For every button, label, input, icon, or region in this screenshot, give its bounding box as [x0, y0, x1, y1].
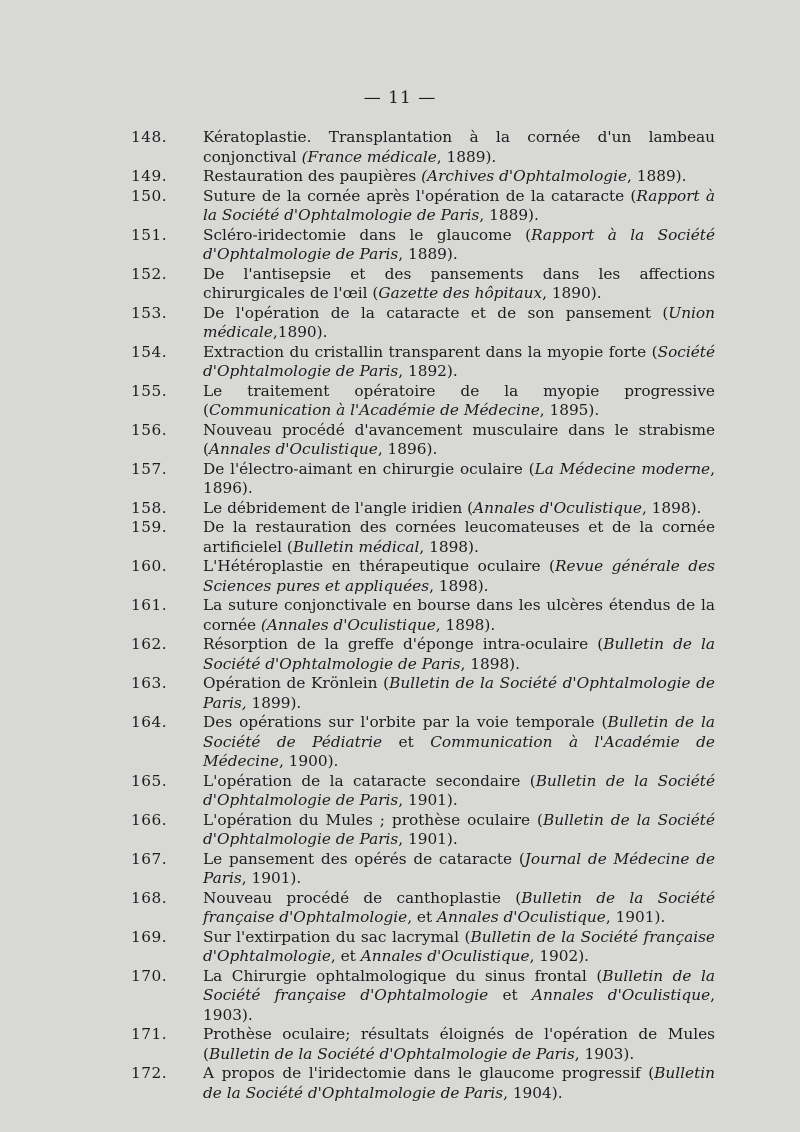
page-number: — 11 — [363, 88, 437, 108]
bibliography-entry [131, 304, 715, 343]
bibliography-entry [131, 1025, 715, 1064]
entry-text-segment: L'opération de la cataracte secondaire ( [203, 771, 536, 790]
bibliography-list [131, 128, 715, 1103]
bibliography-entry [131, 928, 715, 967]
bibliography-entry [131, 421, 715, 460]
entry-text-segment: Sur l'extirpation du sac lacrymal ( [203, 927, 471, 946]
entry-text [203, 187, 715, 226]
entry-text-segment: ,1890). [272, 323, 328, 341]
entry-text [203, 304, 715, 343]
entry-text [203, 226, 715, 265]
entry-text [203, 421, 715, 460]
bibliography-entry [131, 265, 715, 304]
entry-source-title: Union médicale [203, 303, 715, 341]
entry-text [203, 596, 715, 635]
entry-source-title: Revue générale des Sciences pures et appliquées [203, 557, 715, 595]
entry-text-segment: , 1898). [429, 576, 489, 595]
entry-number: 151. [131, 225, 168, 244]
entry-text-segment: La Chirurgie ophtalmologique du sinus frontal ( [203, 966, 603, 985]
bibliography-entry [131, 128, 715, 167]
entry-text-segment: , 1889). [398, 245, 458, 263]
entry-text-segment: Extraction du cristallin transparent dans la myopie forte ( [203, 342, 658, 361]
entry-text-segment: Le pansement des opérés de cataracte ( [203, 849, 525, 868]
entry-text-segment: , 1898). [435, 615, 496, 634]
entry-text-segment: Nouveau procédé d'avancement musculaire dans le strabisme ( [203, 420, 715, 458]
entry-source-title: Journal de Médecine de Paris [203, 849, 715, 887]
entry-source-title: Bulletin de la Société d'Ophtalmologie de Paris [203, 1064, 715, 1102]
entry-text [203, 557, 715, 596]
entry-text-segment: Opération de Krönlein ( [203, 674, 390, 692]
entry-number: 158. [131, 498, 168, 517]
entry-number: 162. [131, 635, 168, 653]
entry-text [203, 518, 715, 557]
entry-text-segment: Résorption de la greffe d'éponge intra-oculaire ( [203, 635, 604, 653]
entry-source-title: Bulletin de la Société d'Ophtalmologie de Paris, [203, 674, 715, 712]
bibliography-entry [131, 226, 715, 265]
entry-number: 156. [131, 420, 168, 439]
entry-number: 166. [131, 810, 168, 829]
entry-text-segment: , 1889). [436, 147, 497, 166]
entry-text-segment: A propos de l'iridectomie dans le glaucome progressif ( [203, 1064, 655, 1082]
entry-text-segment: L'opération du Mules ; prothèse oculaire ( [203, 810, 544, 829]
entry-source-title: Bulletin médical [292, 537, 420, 556]
entry-text-segment: , 1900). [278, 752, 339, 770]
entry-number: 169. [131, 927, 168, 946]
entry-text [203, 850, 715, 889]
bibliography-entry [131, 635, 715, 674]
bibliography-entry [131, 967, 715, 1026]
bibliography-entry [131, 850, 715, 889]
bibliography-entry [131, 889, 715, 928]
entry-text-segment: , 1898). [641, 498, 702, 517]
entry-number: 157. [131, 459, 168, 478]
entry-text [203, 1025, 715, 1064]
bibliography-entry [131, 187, 715, 226]
entry-text-segment: 1899). [246, 693, 302, 712]
entry-source-title: Rapport à la Société d'Ophtalmologie de Paris [203, 225, 715, 263]
entry-text [203, 343, 715, 382]
entry-text [203, 635, 715, 674]
entry-text [203, 967, 715, 1026]
entry-source-title: Société d'Ophtalmologie de Paris [203, 342, 715, 380]
entry-text-segment: , 1889). [479, 206, 539, 224]
entry-number: 152. [131, 264, 168, 283]
entry-number: 155. [131, 381, 168, 400]
bibliography-entry [131, 499, 715, 519]
entry-text [203, 772, 715, 811]
entry-text-segment: Nouveau procédé de canthoplastie ( [203, 888, 522, 907]
entry-text-segment: , 1889). [627, 167, 687, 185]
entry-text-segment: La suture conjonctivale en bourse dans les ulcères étendus de la cornée [203, 596, 715, 634]
entry-text-segment: , 1901). [605, 908, 666, 926]
entry-text-segment: De l'opération de la cataracte et de son pansement ( [203, 303, 669, 322]
entry-source-title: Bulletin de la Société d'Ophtalmologie de Paris [208, 1044, 575, 1063]
entry-text [203, 1064, 715, 1103]
entry-number: 163. [131, 674, 168, 692]
entry-source-title: Bulletin de la Société d'Ophtalmologie de Paris [203, 635, 715, 673]
entry-source-title: Bulletin de la Société française d'Ophtalmologie [203, 927, 715, 965]
entry-source-title: (Annales d'Oculistique [260, 615, 436, 634]
bibliography-entry [131, 382, 715, 421]
entry-text [203, 713, 715, 772]
entry-number: 172. [131, 1064, 168, 1082]
entry-text-segment: , 1903). [203, 986, 715, 1024]
bibliography-entry [131, 713, 715, 772]
entry-number: 154. [131, 342, 168, 361]
bibliography-entry [131, 596, 715, 635]
entry-text-segment: Le débridement de l'angle iridien ( [203, 498, 474, 517]
entry-number: 164. [131, 713, 168, 731]
entry-source-title: Bulletin de la Société d'Ophtalmologie de Paris [203, 810, 715, 848]
entry-text-segment: , 1901). [398, 791, 458, 809]
entry-text-segment: , 1890). [542, 284, 602, 302]
entry-text [203, 265, 715, 304]
entry-number: 167. [131, 849, 168, 868]
entry-text-segment: , 1902). [529, 947, 590, 965]
entry-source-title: (Archives d'Ophtalmologie [421, 167, 628, 185]
entry-text [203, 889, 715, 928]
entry-text-segment: , 1898). [460, 654, 521, 673]
entry-text [203, 460, 715, 499]
entry-number: 149. [131, 167, 168, 185]
entry-text-segment: , 1904). [503, 1083, 563, 1102]
entry-number: 153. [131, 303, 168, 322]
entry-text [203, 382, 715, 421]
entry-text-segment: De l'électro-aimant en chirurgie oculaire ( [203, 459, 535, 478]
entry-text-segment: , 1896). [203, 459, 715, 497]
entry-number: 148. [131, 128, 168, 146]
entry-number: 171. [131, 1025, 168, 1043]
entry-text-segment: , et [407, 908, 437, 926]
entry-text-segment: Suture de la cornée après l'opération de la cataracte ( [203, 186, 637, 205]
bibliography-entry [131, 167, 715, 187]
entry-source-title: Rapport à la Société d'Ophtalmologie de Paris [203, 186, 715, 224]
entry-text-segment: Restauration des paupières [203, 167, 422, 185]
entry-source-title: Bulletin de la Société d'Ophtalmologie de Paris [203, 771, 715, 809]
entry-text [203, 928, 715, 967]
bibliography-entry [131, 460, 715, 499]
entry-text-segment: De l'antisepsie et des pansements dans les affections chirurgicales de l'œil ( [203, 264, 715, 302]
bibliography-entry [131, 674, 715, 713]
entry-text [203, 128, 715, 167]
entry-number: 170. [131, 966, 168, 985]
entry-text-segment: L'Hétéroplastie en thérapeutique oculaire ( [203, 557, 555, 575]
entry-source-title: Annales d'Oculistique [360, 947, 530, 965]
entry-text-segment: , 1896). [377, 440, 438, 458]
entry-source-title: La Médecine moderne [534, 459, 711, 478]
entry-source-title: Communication à l'Académie de Médecine [208, 401, 540, 419]
bibliography-entry [131, 811, 715, 850]
bibliography-entry [131, 1064, 715, 1103]
bibliography-entry [131, 772, 715, 811]
entry-text-segment: , 1892). [398, 362, 458, 380]
entry-source-title: Bulletin de la Société de Pédiatrie [203, 713, 716, 751]
entry-source-title: Communication à l'Académie de Médecine [203, 732, 715, 770]
entry-text [203, 811, 715, 850]
bibliography-entry [131, 518, 715, 557]
entry-text-segment: , 1903). [574, 1044, 635, 1063]
bibliography-entry [131, 343, 715, 382]
entry-text-segment: Kératoplastie. Transplantation à la cornée d'un lambeau conjonctival [203, 128, 715, 166]
entry-source-title: Annales d'Oculistique [531, 986, 711, 1004]
entry-source-title: Bulletin de la Société française d'Ophtalmologie [203, 888, 715, 926]
entry-text-segment: , 1895). [539, 401, 600, 419]
entry-source-title: Annales d'Oculistique [208, 440, 378, 458]
entry-text-segment: Scléro-iridectomie dans le glaucome ( [203, 225, 532, 244]
entry-text-segment: Prothèse oculaire; résultats éloignés de l'opération de Mules ( [203, 1025, 715, 1063]
entry-number: 160. [131, 557, 168, 575]
entry-text-segment: et [382, 732, 431, 751]
entry-text-segment: , 1901). [398, 830, 458, 848]
entry-source-title: Bulletin de la Société française d'Ophtalmologie [203, 966, 715, 1004]
entry-text-segment: Des opérations sur l'orbite par la voie temporale ( [203, 713, 608, 731]
entry-text-segment: De la restauration des cornées leucomateuses et de la cornée artificielel ( [203, 518, 715, 556]
entry-number: 159. [131, 518, 168, 536]
entry-text [203, 499, 715, 519]
bibliography-entry [131, 557, 715, 596]
entry-text [203, 167, 715, 187]
entry-source-title: Annales d'Oculistique [473, 498, 642, 517]
entry-text-segment: et [488, 986, 532, 1004]
entry-source-title: (France médicale [301, 147, 437, 166]
entry-number: 161. [131, 596, 168, 614]
entry-number: 168. [131, 888, 168, 907]
entry-text-segment: , 1901). [241, 869, 302, 887]
entry-text-segment: , 1898). [419, 537, 479, 556]
entry-source-title: Annales d'Oculistique [436, 908, 606, 926]
entry-source-title: Gazette des hôpitaux [378, 284, 543, 302]
entry-text-segment: , et [330, 947, 361, 965]
entry-text-segment: Le traitement opératoire de la myopie progressive ( [203, 381, 715, 419]
entry-text [203, 674, 715, 713]
entry-number: 150. [131, 186, 168, 205]
entry-number: 165. [131, 771, 168, 790]
